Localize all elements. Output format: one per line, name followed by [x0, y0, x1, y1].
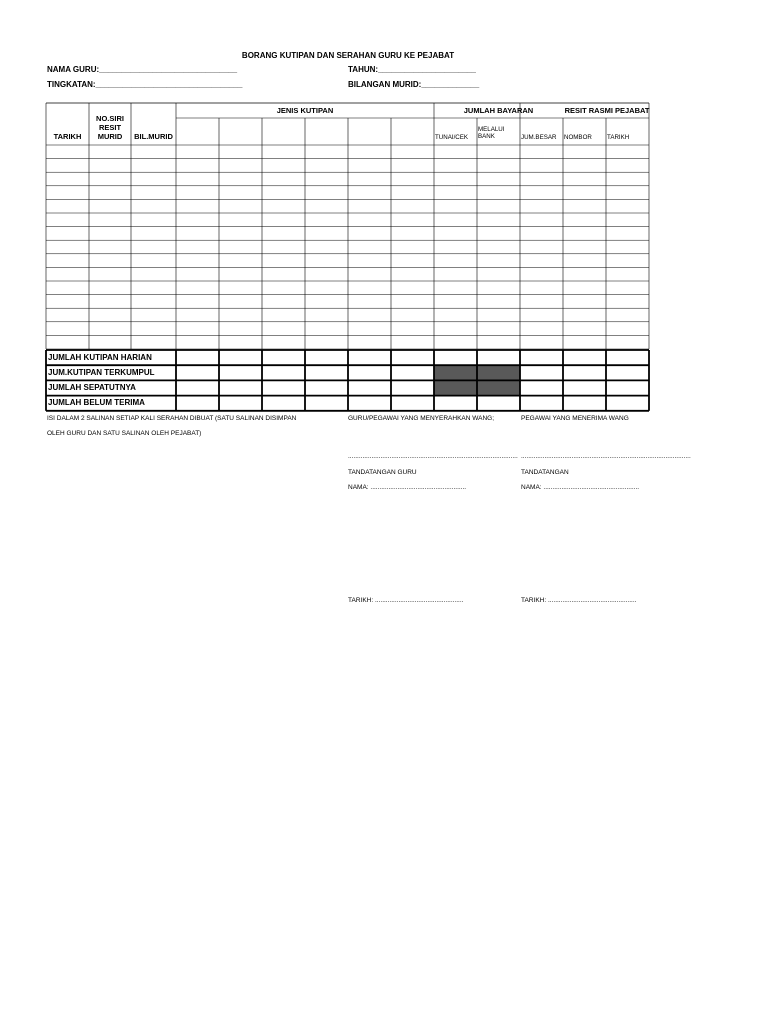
subcol-tarikh: TARIKH: [607, 134, 630, 141]
summary-label-belum-terima: JUMLAH BELUM TERIMA: [48, 398, 145, 407]
col-header-no-siri: [89, 114, 131, 141]
tandatangan-guru-label: TANDATANGAN GURU: [348, 469, 417, 476]
signature-line-giver: ..............................................................................................: [348, 453, 518, 460]
col-header-jumlah-bayaran: JUMLAH BAYARAN: [463, 106, 534, 115]
nama-receiver-field: NAMA: .....................................................: [521, 484, 640, 491]
subcol-tunai-cek: TUNAI/CEK: [435, 134, 469, 141]
resit-label: RESIT: [98, 123, 122, 132]
nama-giver-field: NAMA: .....................................................: [348, 484, 467, 491]
tahun-field: TAHUN:______________________: [348, 65, 476, 74]
nama-guru-field: NAMA GURU:_______________________________: [47, 65, 238, 74]
col-header-resit-rasmi: RESIT RASMI PEJABAT: [564, 106, 650, 115]
bank-label: BANK: [478, 133, 495, 140]
col-header-tarikh: TARIKH: [53, 132, 82, 141]
giver-heading: GURU/PEGAWAI YANG MENYERAHKAN WANG;: [348, 415, 495, 422]
note-line-1: ISI DALAM 2 SALINAN SETIAP KALI SERAHAN DIBUAT (SATU SALINAN DISIMPAN: [47, 415, 297, 422]
murid-label: MURID: [97, 132, 123, 141]
subcol-nombor: NOMBOR: [564, 134, 592, 141]
col-header-jenis-kutipan: JENIS KUTIPAN: [276, 106, 334, 115]
col-header-bil-murid: BIL.MURID: [134, 132, 173, 141]
receiver-heading: PEGAWAI YANG MENERIMA WANG: [521, 415, 629, 422]
tingkatan-field: TINGKATAN:_________________________________: [47, 80, 243, 89]
no-siri-label: NO.SIRI: [96, 114, 124, 123]
summary-label-kutipan-harian: JUMLAH KUTIPAN HARIAN: [48, 353, 152, 362]
subcol-jum-besar: JUM.BESAR: [521, 134, 557, 141]
subcol-melalui-bank: [478, 126, 504, 140]
form-title: BORANG KUTIPAN DAN SERAHAN GURU KE PEJABAT: [241, 51, 455, 60]
tandatangan-label: TANDATANGAN: [521, 469, 569, 476]
summary-label-kutipan-terkumpul: JUM.KUTIPAN TERKUMPUL: [48, 368, 155, 377]
summary-label-sepatutnya: JUMLAH SEPATUTNYA: [48, 383, 136, 392]
bilangan-murid-field: BILANGAN MURID:_____________: [348, 80, 480, 89]
tarikh-receiver-field: TARIKH: .................................................: [521, 597, 637, 604]
tarikh-giver-field: TARIKH: .................................................: [348, 597, 464, 604]
note-line-2: OLEH GURU DAN SATU SALINAN OLEH PEJABAT): [47, 430, 202, 437]
melalui-label: MELALUI: [478, 126, 505, 133]
signature-line-receiver: ..............................................................................................: [521, 453, 691, 460]
